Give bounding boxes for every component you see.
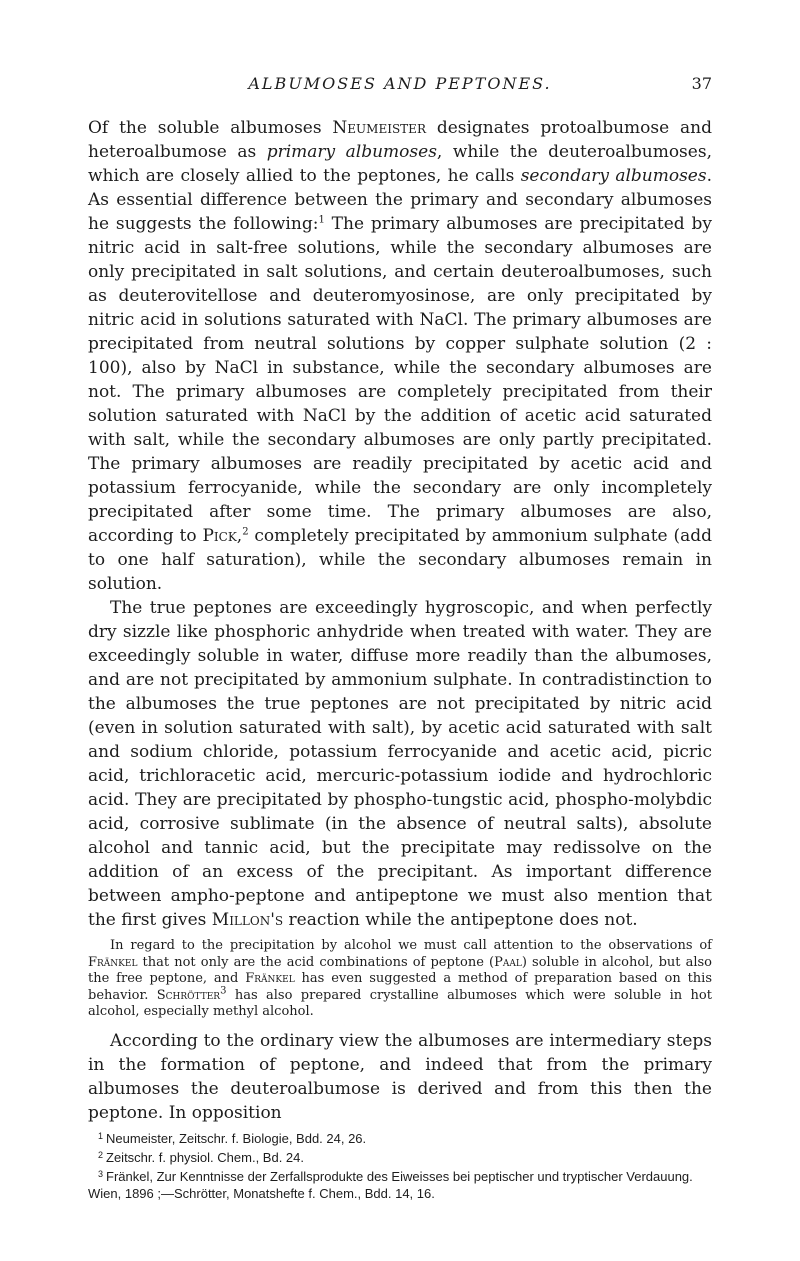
paragraph-3: According to the ordinary view the albumoses are intermediary steps in the formation of peptone, and indeed that from the primary albumoses the deuteroalbumose is derived and from this then the peptone. In opposition — [88, 1030, 712, 1123]
footnote-ref-2: 2 — [242, 526, 249, 538]
footnote-1: $^1$ Neumeister, Zeitschr. f. Biologie, Bdd. 24, 26. — [98, 1130, 367, 1146]
footnotes — [88, 1128, 712, 1202]
term-primary-albumoses: primary albumoses — [266, 142, 437, 162]
author-millon: Millon's — [211, 910, 284, 930]
paragraph-2: The true peptones are exceedingly hygroscopic, and when perfectly dry sizzle like phosphoric anhydride when treated with water. They are exceedingly soluble in water, diffuse more readily than the albumoses, and are not precipitated by ammonium sulphate. In contradistinction to the albumoses the true peptones are not precipitated by nitric acid (even in solution saturated with salt), by acetic acid saturated with salt and sodium chloride, potassium ferrocyanide and acetic acid, picric acid, trichloracetic acid, mercuric-potassium iodide and hydrochloric acid. They are precipitated by phospho-tungstic acid, phospho-molybdic acid, corrosive sublimate (in the absence of neutral salts), absolute alcohol and tannic acid, but the precipitate may redissolve on the addition of an excess of the precipitant. As important difference between ampho-peptone and antipeptone we must also mention that the first gives Millon's reaction while the antipeptone does not. — [88, 598, 712, 930]
author-schrotter: Schrötter — [156, 987, 221, 1003]
running-head-title: ALBUMOSES AND PEPTONES. — [248, 74, 552, 93]
footnote-ref-1: 1 — [318, 214, 325, 226]
author-neumeister: Neumeister — [332, 118, 426, 138]
author-pick: Pick — [202, 526, 237, 546]
running-head — [88, 74, 712, 96]
page-number: 37 — [691, 74, 712, 93]
page-body — [88, 116, 712, 1202]
paragraph-1: Of the soluble albumoses Neumeister designates protoalbumose and heteroalbumose as primary albumoses, while the deuteroalbumoses, which are closely allied to the peptones, he calls secondary albumoses. As essential difference between the primary and secondary albumoses he suggests the following:$^1$ The primary albumoses are precipitated by nitric acid in salt-free solutions, while the secondary albumoses are only precipitated in salt solutions, and certain deuteroalbumoses, such as deuterovitellose and deuteromyosinose, are only precipitated by nitric acid in solutions saturated with NaCl. The primary albumoses are precipitated from neutral solutions by copper sulphate solution (2 : 100), also by NaCl in substance, while the secondary albumoses are not. The primary albumoses are completely precipitated from their solution saturated with NaCl by the addition of acetic acid saturated with salt, while the secondary albumoses are only partly precipitated. The primary albumoses are readily precipitated by acetic acid and potassium ferrocyanide, while the secondary are only incompletely precipitated after some time. The primary albumoses are also, according to Pick,$^2$ completely precipitated by ammonium sulphate (add to one half saturation), while the secondary albumoses remain in solution. — [88, 118, 713, 594]
small-print-note: In regard to the precipitation by alcohol we must call attention to the observations of Fränkel that not only are the acid combinations of peptone (Paal) soluble in alcohol, but also the free peptone, and Fränkel has even suggested a method of preparation based on this behavior. Schrötter$^3$ has also prepared crystalline albumoses which were soluble in hot alcohol, especially methyl alcohol. — [88, 938, 712, 1019]
term-secondary-albumoses: secondary albumoses — [520, 166, 707, 186]
footnote-3: $^3$ Fränkel, Zur Kenntnisse der Zerfallsprodukte des Eiweisses bei peptischer und tryptischer Verdauung. Wien, 1896 ;—Schrötter, Monatshefte f. Chem., Bdd. 14, 16. — [88, 1168, 693, 1201]
footnote-2: $^2$ Zeitschr. f. physiol. Chem., Bd. 24. — [98, 1149, 304, 1165]
author-frankel-2: Fränkel — [245, 971, 295, 986]
author-paal: Paal — [494, 954, 522, 970]
footnote-ref-3: 3 — [220, 985, 227, 997]
author-frankel: Fränkel — [88, 954, 138, 970]
